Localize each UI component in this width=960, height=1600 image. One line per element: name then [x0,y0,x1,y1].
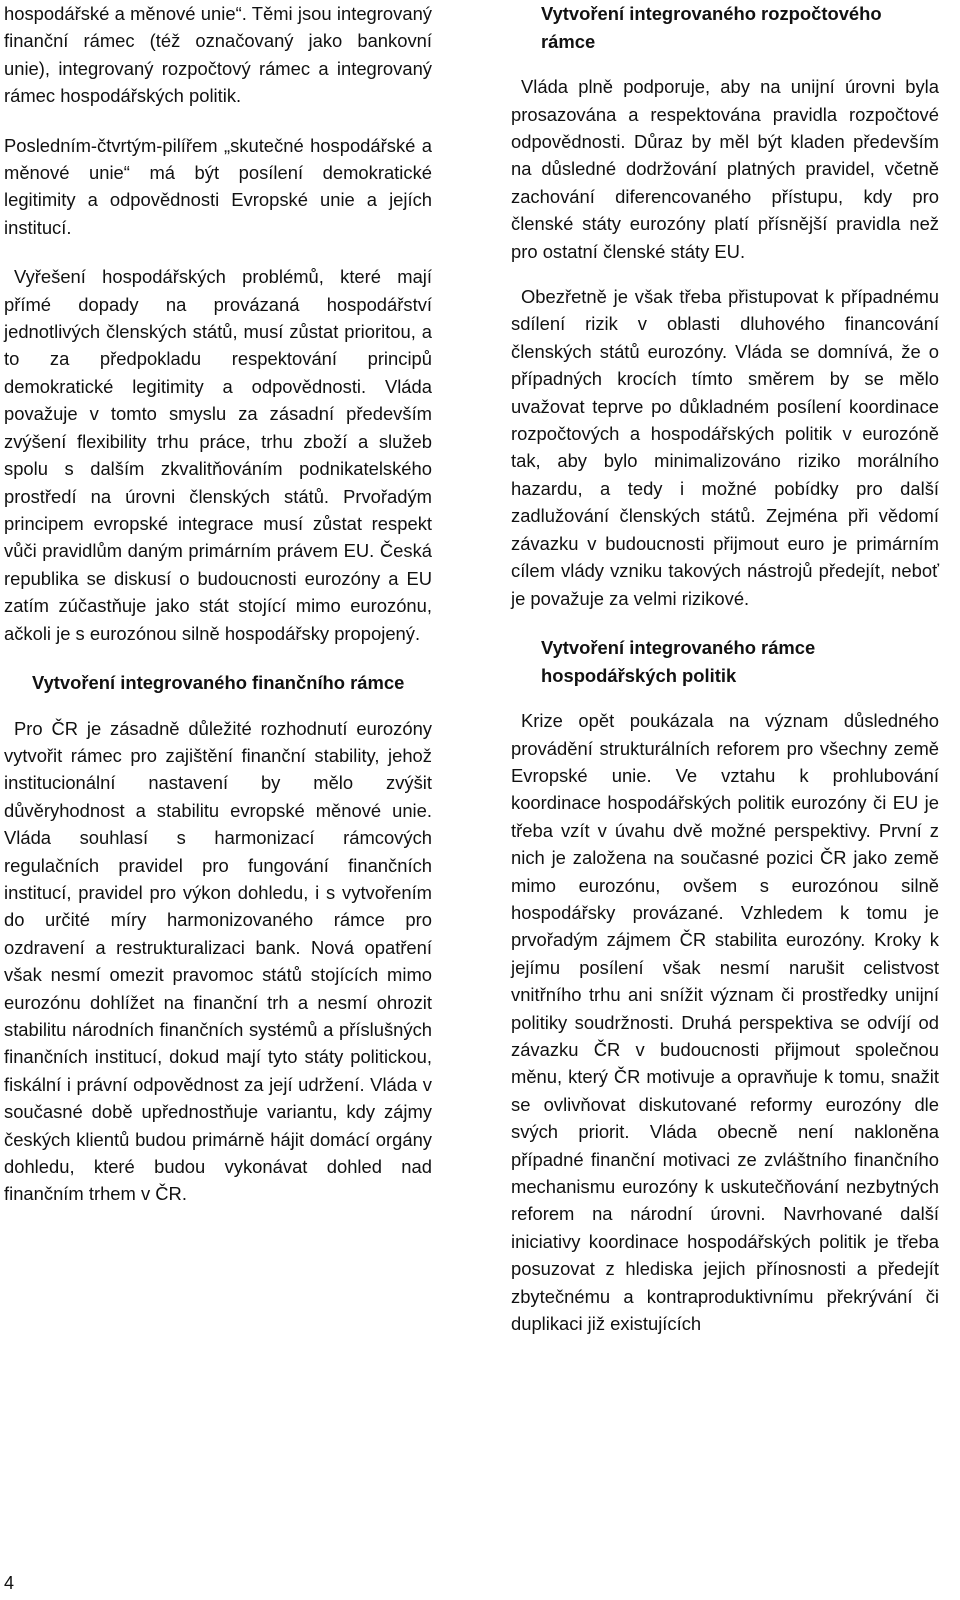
heading-financial-framework: Vytvoření integrovaného finančního rámce [32,671,405,693]
left-column [4,0,432,1208]
heading-budget-framework: Vytvoření integrovaného rozpočtového rámce [541,3,882,52]
heading-economic-policy-framework: Vytvoření integrovaného rámce hospodářských politik [541,636,816,686]
paragraph-priorities: Vyřešení hospodářských problémů, které mají přímé dopady na provázaná hospodářství jednotlivých členských států, musí zůstat prioritou, a to za předpokladu respektování principů demokratické legitimity a odpovědnosti. Vláda považuje v tomto smyslu za zásadní především zvýšení flexibility trhu práce, trhu zboží a služeb spolu s dalším zkvalitňováním podnikatelského prostředí na úrovni členských států. Prvořadým principem evropské integrace musí zůstat respekt vůči pravidlům daným primárním právem EU. Česká republika se diskusí o budoucnosti eurozóny a EU zatím zúčastňuje jako stát stojící mimo eurozónu, ačkoli je s eurozónou silně hospodářsky propojený. [4,266,432,644]
paragraph-budget-responsibility: Vláda plně podporuje, aby na unijní úrovni byla prosazována a respektována pravidla rozpočtové odpovědnosti. Důraz by měl být kladen především na důsledné dodržování platných pravidel, včetně zachování diferencovaného přístupu, kdy pro členské státy eurozóny platí přísnější pravidla než pro ostatní členské státy EU. [511,76,939,262]
paragraph-financial-framework: Pro ČR je zásadně důležité rozhodnutí eurozóny vytvořit rámec pro zajištění finanční stability, jehož institucionální nastavení by mělo zvýšit důvěryhodnost a stabilitu evropské měnové unie. Vláda souhlasí s harmonizací rámcových regulačních pravidel pro fungování finančních institucí, pravidel pro výkon dohledu, i s vytvořením do určité míry harmonizovaného rámce pro ozdravení a restrukturalizaci bank. Nová opatření však nesmí omezit pravomoc států stojících mimo eurozónu dohlížet na finanční trh a nesmí ohrozit stabilitu národních finančních systémů a příslušných finančních institucí, dokud mají tyto státy politickou, fiskální i právní odpovědnost za její udržení. Vláda v současné době upřednostňuje variantu, kdy zájmy českých klientů budou primárně hájit domácí orgány dohledu, které budou vykonávat dohled nad finančním trhem v ČR. [4,717,432,1205]
paragraph-fourth-pillar: Posledním-čtvrtým-pilířem „skutečné hospodářské a měnové unie“ má být posílení demokratické legitimity a odpovědnosti Evropské unie a jejích institucí. [4,134,432,238]
paragraph-economic-policy: Krize opět poukázala na význam důsledného provádění strukturálních reforem pro všechny země Evropské unie. Ve vztahu k prohlubování koordinace hospodářských politik eurozóny či EU je třeba vzít v úvahu dvě možné perspektivy. První z nich je založena na současné pozici ČR jako země mimo eurozónu, ovšem s eurozónou silně hospodářsky provázané. Vzhledem k tomu je prvořadým zájmem ČR stabilita eurozóny. Kroky k jejímu posílení však nesmí narušit celistvost vnitřního trhu ani snížit význam či prostředky unijní politiky soudržnosti. Druhá perspektiva se odvíjí od závazku ČR v budoucnosti přijmout společnou měnu, který ČR motivuje a opravňuje k tomu, snažit se ovlivňovat diskutované reformy eurozóny dle svých priorit. Vláda obecně není nakloněna případné finanční motivaci ze zvláštního finančního mechanismu eurozóny k uskutečňování nezbytných reforem na národní úrovni. Navrhované další iniciativy koordinace hospodářských politik je třeba posuzovat z hlediska jejich přínosnosti a předejít zbytečnému a kontraproduktivnímu překrývání či duplikaci již existujících [511,710,939,1335]
page-number: 4 [4,1573,15,1593]
paragraph-risk-sharing: Obezřetně je však třeba přistupovat k případnému sdílení rizik v oblasti dluhového financování členských států eurozóny. Vláda se domnívá, že o případných krocích tímto směrem by se mělo uvažovat teprve po důkladném posílení koordinace rozpočtových a hospodářských politik v eurozóně tak, aby bylo minimalizováno riziko morálního hazardu, a tedy i možné pobídky pro další zadlužování členských států. Zejména při vědomí závazku v budoucnosti přijmout euro je primárním cílem vlády vzniku takových nástrojů předejít, neboť je považuje za velmi rizikové. [511,286,939,609]
paragraph-intro: hospodářské a měnové unie“. Těmi jsou integrovaný finanční rámec (též označovaný jako bankovní unie), integrovaný rozpočtový rámec a integrovaný rámec hospodářských politik. [4,3,432,107]
right-column [511,0,939,1337]
